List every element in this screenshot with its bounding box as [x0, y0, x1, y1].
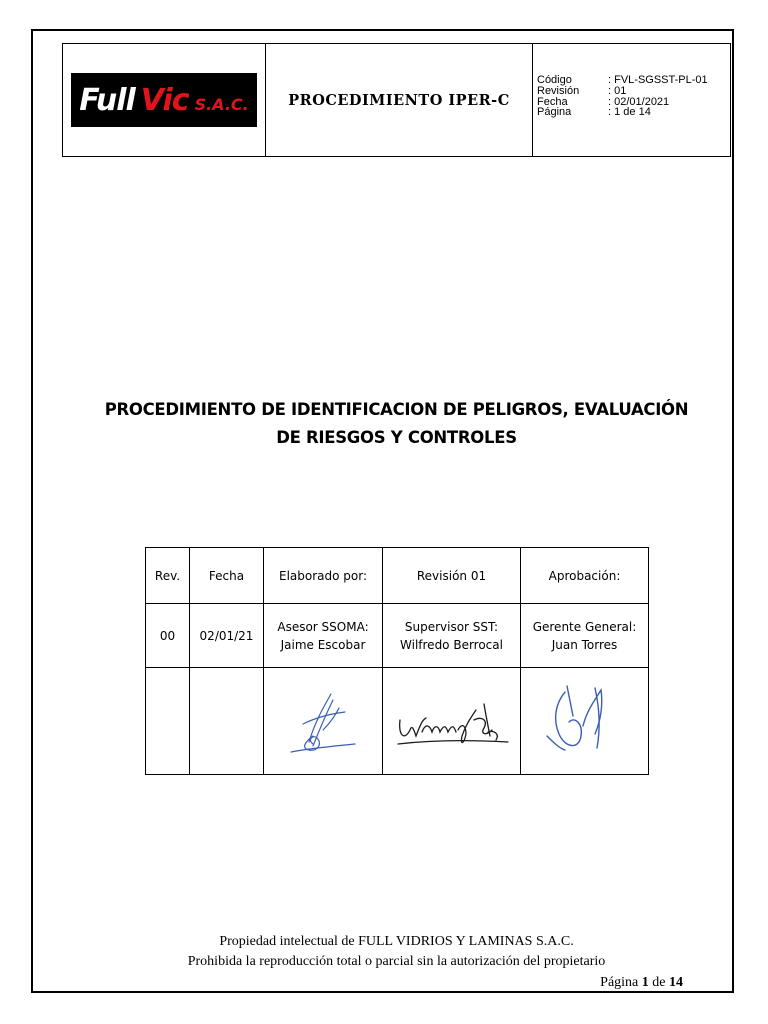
header-title: PROCEDIMIENTO IPER-C: [266, 44, 533, 156]
meta-key: Página: [537, 106, 572, 119]
signature-escobar-icon: [283, 686, 363, 756]
signature-cell-aprobacion: [521, 668, 649, 775]
elaborado-role: Asesor SSOMA:: [277, 619, 369, 634]
revision-name: Wilfredo Berrocal: [400, 637, 503, 652]
meta-key: Fecha: [537, 95, 568, 108]
header-rev: Rev.: [146, 548, 190, 604]
cell-empty-fecha: [190, 668, 264, 775]
meta-pagina: [537, 107, 730, 118]
page-sep: de: [652, 975, 666, 990]
header-elaborado: Elaborado por:: [264, 548, 383, 604]
footer-prohibition: Prohibida la reproducción total o parcial sin la autorización del propietario: [187, 954, 606, 969]
footer-ownership: Propiedad intelectual de FULL VIDRIOS Y LAMINAS S.A.C.: [219, 934, 574, 949]
cell-empty-rev: [146, 668, 190, 775]
page-border: [31, 29, 734, 993]
revision-role: Supervisor SST:: [404, 619, 499, 634]
document-title: [62, 396, 731, 452]
document-title-line2: DE RIESGOS Y CONTROLES: [276, 428, 517, 447]
cell-revision: [383, 604, 521, 668]
logo-full: Full: [79, 82, 135, 118]
signature-berrocal-icon: [392, 686, 512, 756]
signature-cell-revision: [383, 668, 521, 775]
document-title-line1: PROCEDIMIENTO DE IDENTIFICACION DE PELIGROS, EVALUACIÓN: [104, 400, 689, 419]
header-fecha: Fecha: [190, 548, 264, 604]
logo-cell: [63, 44, 266, 156]
meta-key: Revisión: [537, 84, 580, 97]
document-header: [62, 43, 731, 157]
page-current: 1: [641, 975, 649, 990]
meta-value: : 1 de 14: [608, 106, 651, 119]
meta-revision: [537, 86, 730, 97]
meta-value: : 02/01/2021: [608, 95, 670, 108]
signature-row: [146, 668, 649, 775]
meta-value: : 01: [608, 84, 627, 97]
cell-rev: 00: [146, 604, 190, 668]
header-meta: [533, 44, 730, 156]
cell-elaborado: [264, 604, 383, 668]
meta-key: Código: [537, 74, 572, 86]
logo-vic: Vic: [140, 82, 189, 118]
page-prefix: Página: [600, 975, 639, 990]
cell-fecha: 02/01/21: [190, 604, 264, 668]
company-logo: [71, 73, 257, 127]
approval-data-row: [146, 604, 649, 668]
signature-torres-icon: [535, 676, 635, 766]
approval-header-row: [146, 548, 649, 604]
footer-page-number: [600, 975, 683, 991]
approval-table: [145, 547, 649, 775]
signature-cell-elaborado: [264, 668, 383, 775]
elaborado-name: Jaime Escobar: [280, 637, 366, 652]
meta-value: : FVL-SGSST-PL-01: [608, 74, 708, 86]
header-revision: Revisión 01: [383, 548, 521, 604]
aprobacion-name: Juan Torres: [551, 637, 618, 652]
header-aprobacion: Aprobación:: [521, 548, 649, 604]
aprobacion-role: Gerente General:: [532, 619, 637, 634]
logo-sac: S.A.C.: [194, 94, 249, 114]
page-total: 14: [669, 975, 683, 990]
cell-aprobacion: [521, 604, 649, 668]
